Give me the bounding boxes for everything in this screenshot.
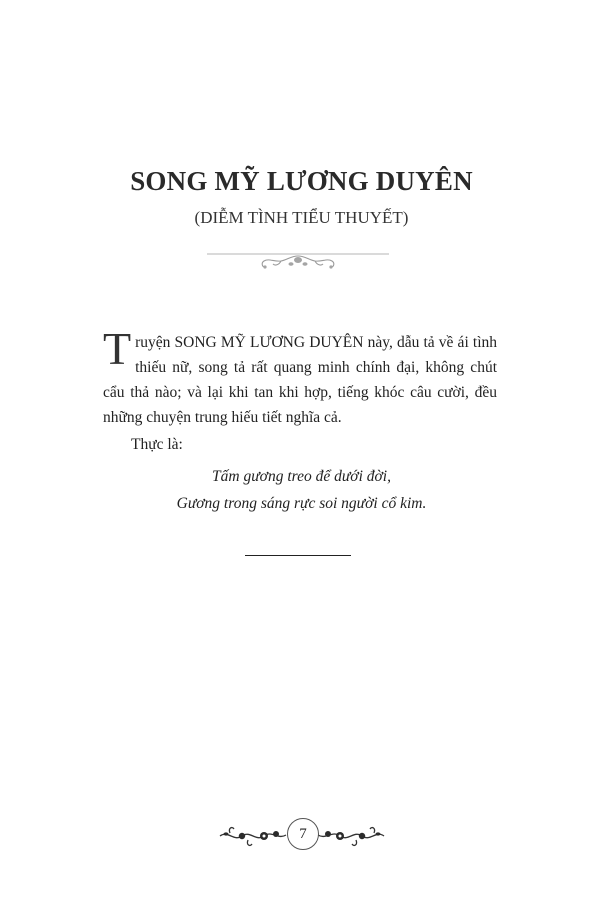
page-subtitle: (DIỄM TÌNH TIỂU THUYẾT) bbox=[194, 208, 409, 227]
intro-paragraph-text: ruyện SONG MỸ LƯƠNG DUYÊN này, dẫu tả về ái tình thiếu nữ, song tả rất quang minh chính đại, không chút cẩu thả nào; và lại khi tan khi hợp, tiếng khóc câu cười, đều những chuyện trung hiếu tiết nghĩa cả. bbox=[103, 334, 497, 426]
page-title: SONG MỸ LƯƠNG DUYÊN bbox=[130, 166, 473, 196]
intro-paragraph bbox=[103, 323, 497, 430]
verse-intro: Thực là: bbox=[131, 436, 183, 453]
floral-divider-icon bbox=[207, 247, 389, 273]
section-divider bbox=[245, 555, 351, 556]
verse-line-1: Tấm gương treo để dưới đời, bbox=[212, 468, 391, 485]
page-number: 7 bbox=[287, 818, 319, 850]
verse-line-2: Gương trong sáng rực soi người cổ kim. bbox=[176, 495, 427, 512]
drop-cap: T bbox=[103, 323, 132, 374]
